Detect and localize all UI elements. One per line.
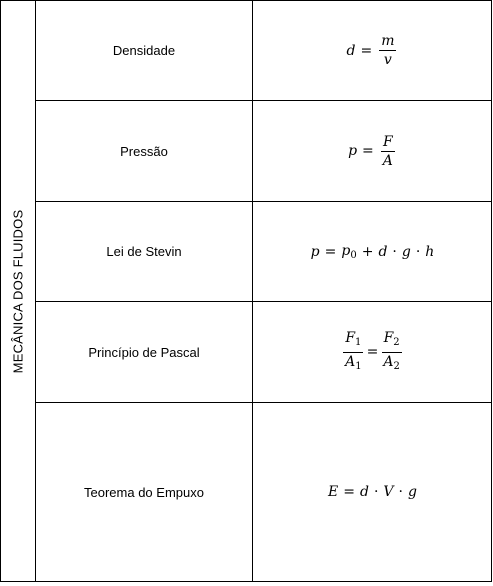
formula-symbol: F [345,329,356,346]
formula-subscript: 2 [393,360,400,372]
formula-subscript: 0 [350,249,357,261]
formula-stevin [253,202,492,301]
row-name-densidade: Densidade [112,43,176,58]
fraction-numerator: m [381,33,395,49]
fraction-denominator: v [383,52,392,68]
fraction-denominator [343,353,364,375]
formula-subscript: 2 [393,336,400,348]
row-name-pressao: Pressão [120,143,168,159]
formula-operator: · [373,484,379,500]
formula-symbol: d [346,42,356,59]
fraction-numerator: F [382,133,393,150]
fraction [379,33,396,68]
section-label-cell [1,1,35,581]
formula-symbol: d [378,243,388,260]
formula-symbol: A [383,353,394,370]
formula-operator: · [415,243,421,260]
formula-operator: · [398,484,403,500]
fraction-denominator: A [382,152,393,169]
formula-symbol: V [383,484,394,500]
fraction [381,134,395,169]
formula-pascal [253,302,492,402]
formula-symbol: h [425,243,435,260]
fraction [343,330,364,375]
formula-operator: = [366,344,379,360]
fraction-numerator [343,330,363,353]
formula-subscript: 1 [355,360,362,372]
formula-symbol-p0 [341,243,356,261]
formula-pressao [253,101,492,201]
formula-symbol: p [341,242,351,259]
formula-operator: = [343,484,355,500]
formula-operator: · [392,243,397,260]
formula-symbol: A [345,353,356,370]
fraction [381,330,402,375]
formula-symbol: F [383,329,394,346]
formula-symbol: g [401,243,411,260]
formula-symbol: d [360,484,369,500]
fraction-numerator [382,330,402,353]
formula-operator: = [324,243,337,260]
formula-subscript: 1 [355,336,362,348]
row-name-stevin: Lei de Stevin [106,244,182,259]
formula-symbol: g [408,484,417,500]
formula-symbol: p [310,243,320,260]
fraction-denominator [381,353,402,375]
formula-operator: = [362,143,374,159]
formula-operator: = [360,42,373,59]
row-name-pascal: Princípio de Pascal [88,344,200,360]
table-border-bottom [0,581,492,582]
row-name-empuxo: Teorema do Empuxo [84,484,204,500]
section-label: MECÂNICA DOS FLUIDOS [10,209,26,373]
formula-operator: + [361,243,374,260]
formula-symbol: E [328,484,339,500]
formula-symbol: p [348,143,358,159]
formula-densidade [253,1,492,100]
formula-empuxo [253,403,492,581]
